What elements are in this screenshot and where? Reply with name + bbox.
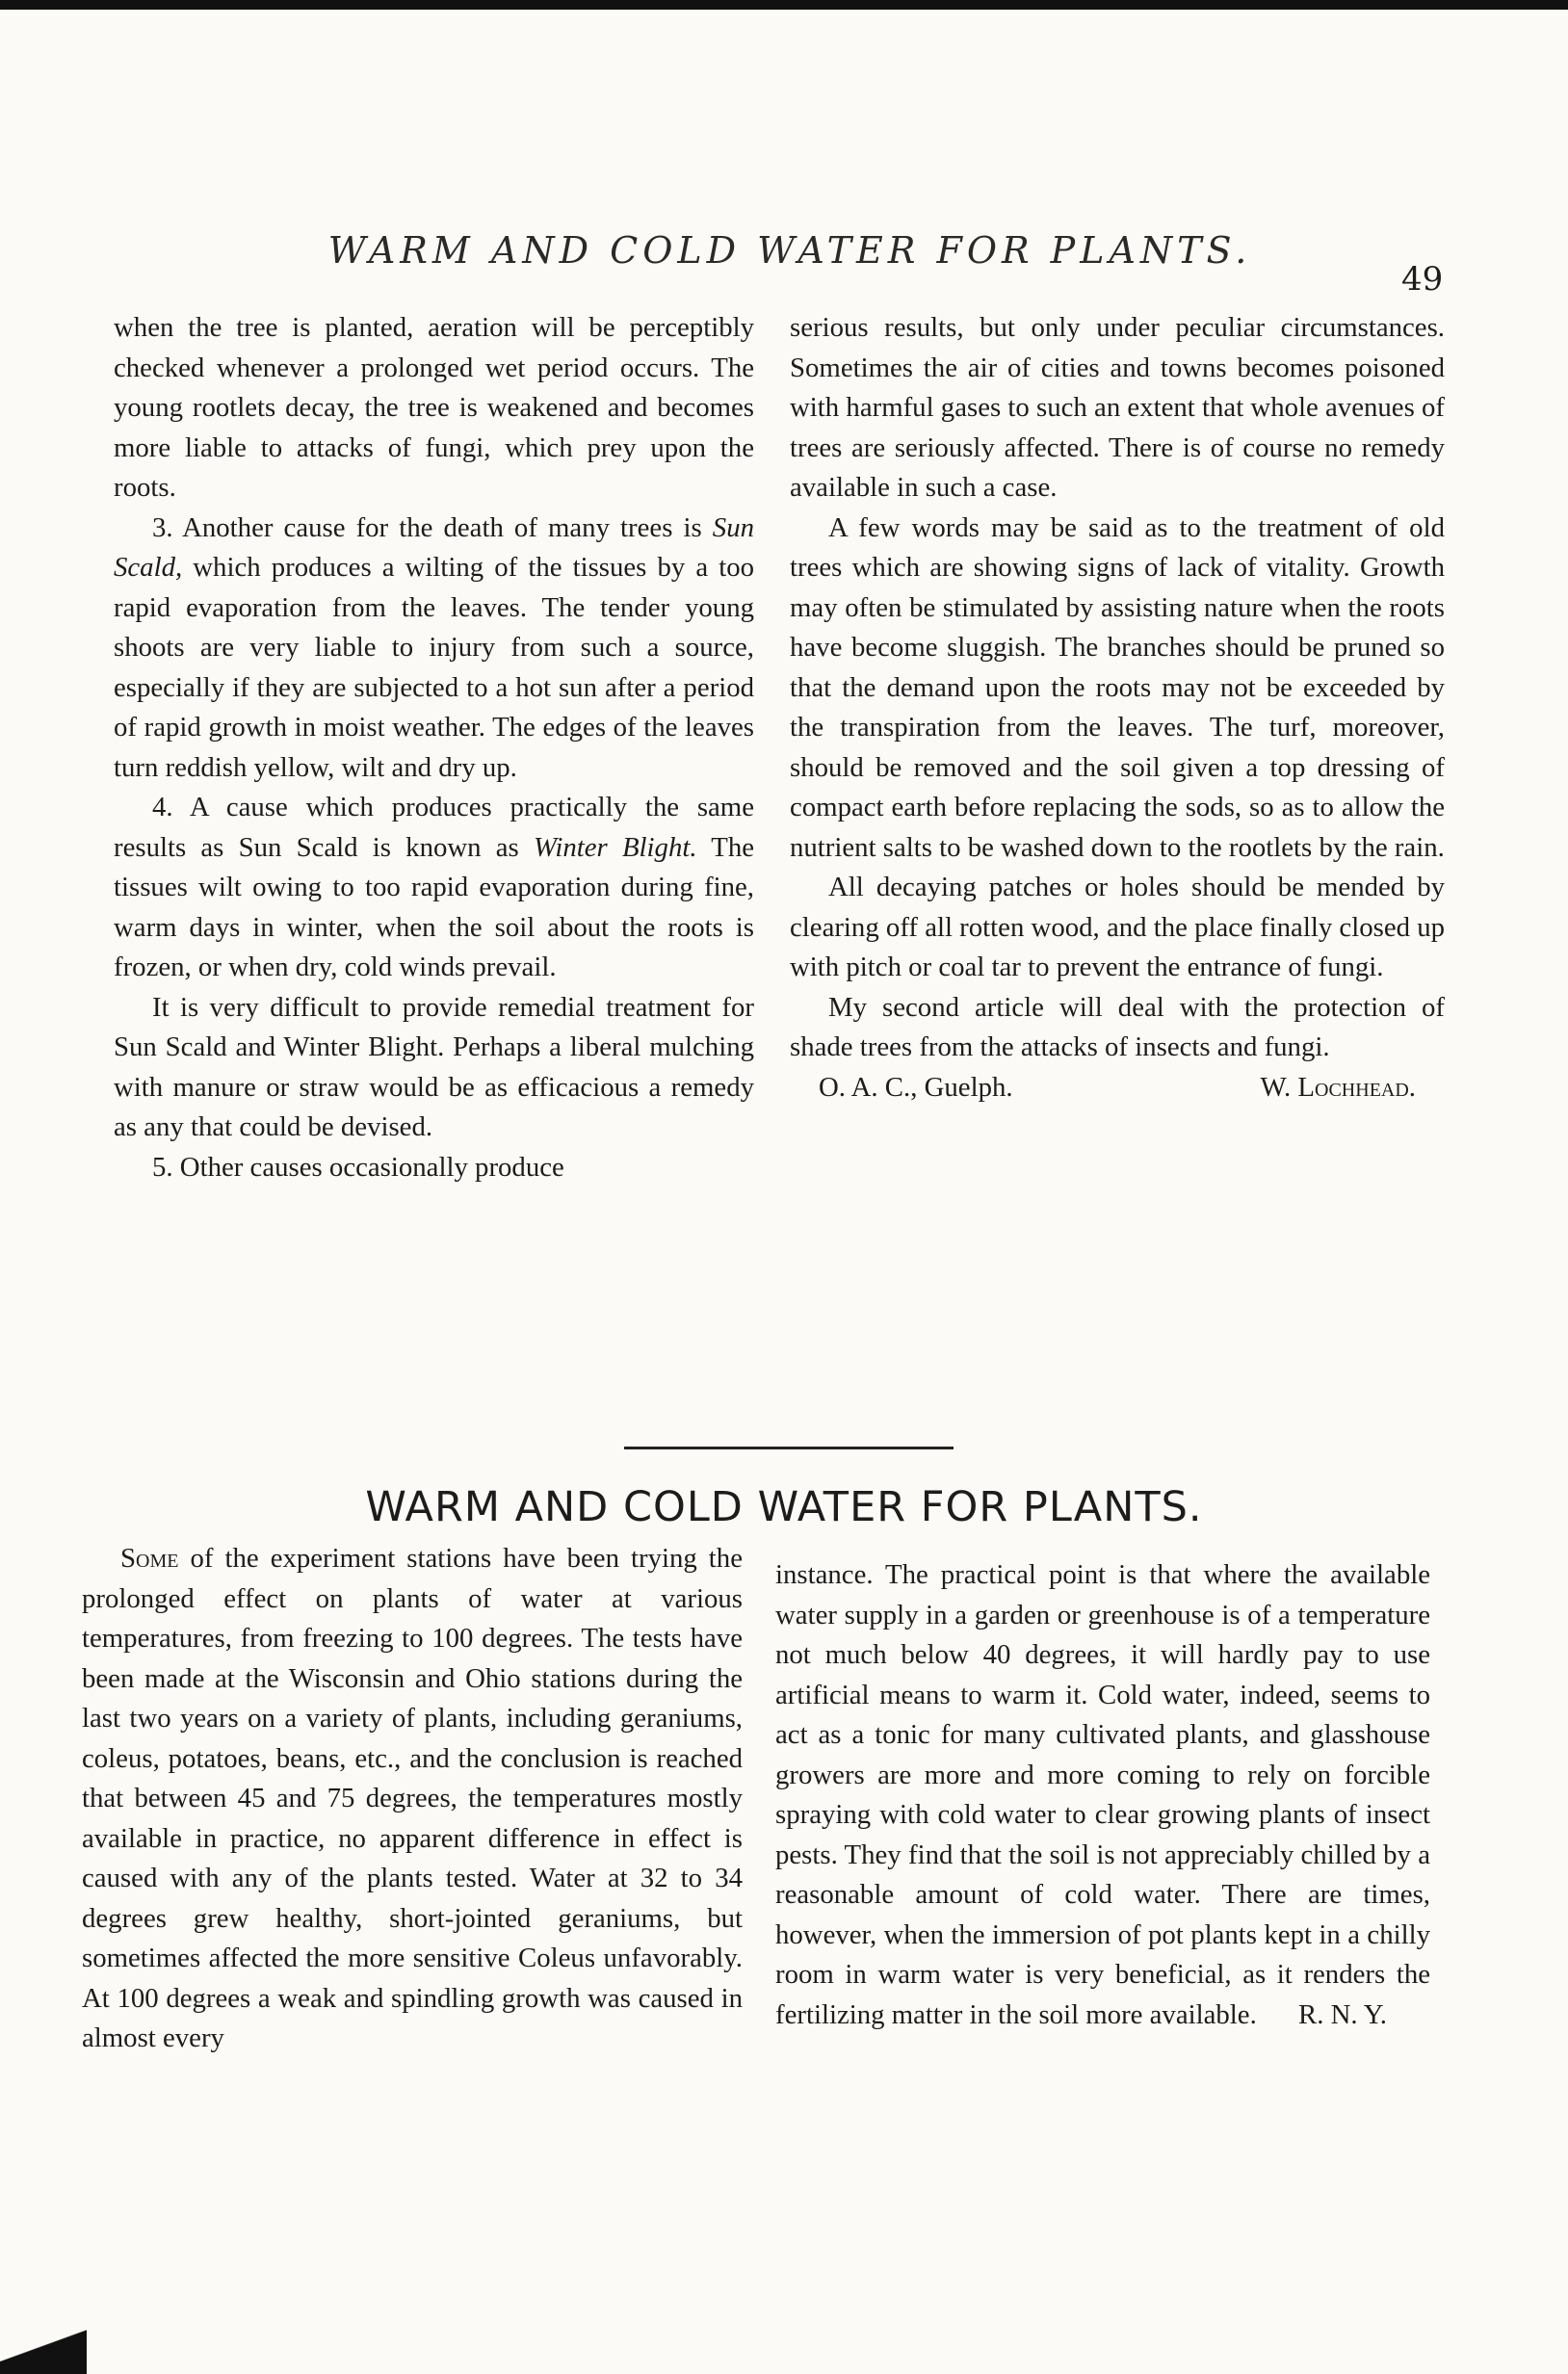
paragraph: serious results, but only under peculiar circumstances. Sometimes the air of cities and towns becomes poisoned with harmful gases to such an extent that whole avenues of trees are seriously affected. There is of course no remedy available in such a case. [790,312,1445,503]
scan-corner-shadow [0,2307,87,2374]
paragraph: when the tree is planted, aeration will be perceptibly checked whenever a prolonged wet period occurs. The young rootlets decay, the tree is weakened and becomes more liable to attacks of fungi, which prey upon the roots. [114,312,754,503]
signature-place: O. A. C., Guelph. [819,1071,1013,1103]
top-article-column-2 [790,308,1445,1108]
section-divider [624,1447,954,1449]
signature-author: W. Lochhead. [1260,1071,1416,1103]
article-column-1 [82,1539,743,2059]
signature-line [790,1068,1445,1109]
top-article-column-1 [114,308,754,1187]
running-head: WARM AND COLD WATER FOR PLANTS. [327,229,1252,272]
page-number: 49 [1401,260,1444,299]
term-winter-blight: Winter Blight. [533,831,697,863]
article-column-2 [775,1555,1430,2035]
paragraph: My second article will deal with the protection of shade trees from the attacks of insects and fungi. [790,991,1445,1062]
paragraph: instance. The practical point is that where the available water supply in a garden or greenhouse is of a temperature not much below 40 degrees, it will hardly pay to use artificial means to warm it. Cold water, indeed, seems to act as a tonic for many cultivated plants, and glasshouse growers are more and more coming to rely on forcible spraying with cold water to clear growing plants of insect pests. They find that the soil is not appreciably chilled by a reasonable amount of cold water. There are times, however, when the immersion of pot plants kept in a chilly room in warm water is very beneficial, as it renders the fertilizing matter in the soil more available. R. N. Y. [775,1559,1430,2030]
paragraph: 4. A cause which produces practically the same results as Sun Scald is known as Winter Blight. The tissues wilt owing to too rapid evaporation during fine, warm days in winter, when the soil about the roots is frozen, or when dry, cold winds prevail. [114,792,754,982]
paragraph: A few words may be said as to the treatment of old trees which are showing signs of lack of vitality. Growth may often be stimulated by assisting nature when the roots have become sluggish. The branches should be pruned so that the demand upon the roots may not be exceeded by the transpiration from the leaves. The turf, moreover, should be removed and the soil given a top dressing of compact earth before replacing the sods, so as to allow the nutrient salts to be washed down to the rootlets by the rain. [790,511,1445,863]
scan-top-edge [0,0,1568,10]
paragraph: It is very difficult to provide remedial treatment for Sun Scald and Winter Blight. Perhaps a liberal mulching with manure or straw would be as efficacious a remedy as any that could be devised. [114,991,754,1142]
lead-word: Some [120,1543,179,1574]
paragraph: 3. Another cause for the death of many trees is Sun Scald, which produces a wilting of the tissues by a too rapid evaporation from the leaves. The tender young shoots are very liable to injury from such a source, especially if they are subjected to a hot sun after a period of rapid growth in moist weather. The edges of the leaves turn reddish yellow, wilt and dry up. [114,511,754,783]
article-title: WARM AND COLD WATER FOR PLANTS. [365,1483,1203,1531]
paragraph: All decaying patches or holes should be mended by clearing off all rotten wood, and the place finally closed up with pitch or coal tar to prevent the entrance of fungi. [790,872,1445,982]
term-sun-scald: Sun Scald, [114,511,754,583]
paragraph: 5. Other causes occasionally produce [152,1151,564,1183]
paragraph: Some of the experiment stations have been trying the prolonged effect on plants of water at various temperatures, from freezing to 100 degrees. The tests have been made at the Wisconsin and Ohio stations during the last two years on a variety of plants, including geraniums, coleus, potatoes, beans, etc., and the conclusion is reached that between 45 and 75 degrees, the temperatures mostly available in practice, no apparent difference in effect is caused with any of the plants tested. Water at 32 to 34 degrees grew healthy, short-jointed geraniums, but sometimes affected the more sensitive Coleus unfavorably. At 100 degrees a weak and spindling growth was caused in almost every [82,1543,743,2053]
article-source: R. N. Y. [1297,1998,1387,2030]
